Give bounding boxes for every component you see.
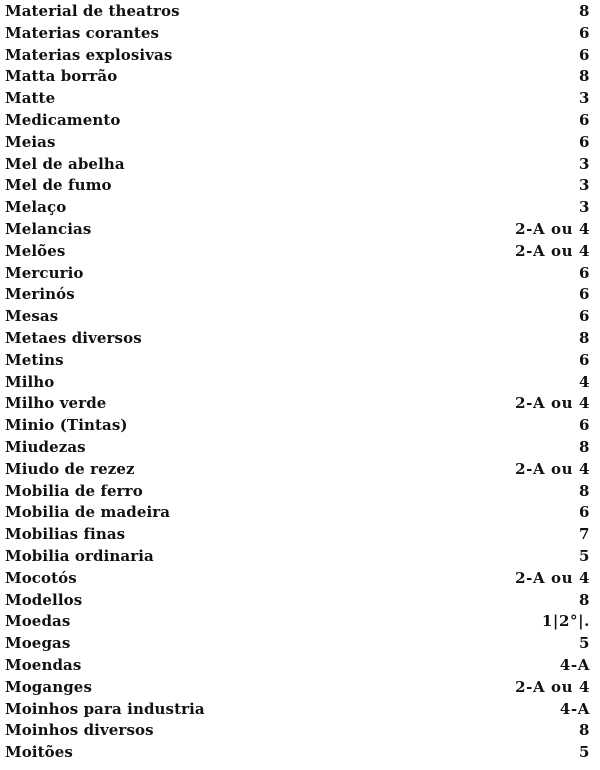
item-name: Metins: [5, 350, 64, 369]
item-name: Moedas: [5, 612, 71, 631]
list-item: [5, 350, 590, 372]
item-class: 8: [578, 590, 590, 609]
item-name: Melaço: [5, 198, 67, 217]
list-item: [5, 23, 590, 45]
list-item: [5, 219, 590, 241]
item-class: 6: [578, 263, 590, 282]
item-name: Moganges: [5, 677, 92, 696]
item-name: Mesas: [5, 307, 59, 326]
item-name: Mel de fumo: [5, 176, 112, 195]
item-class: 8: [578, 2, 590, 20]
list-item: [5, 611, 590, 633]
item-name: Mercurio: [5, 263, 84, 282]
list-item: [5, 502, 590, 524]
item-name: Milho: [5, 372, 55, 391]
item-name: Meias: [5, 132, 56, 151]
list-item: [5, 415, 590, 437]
list-item: [5, 655, 590, 677]
list-item: [5, 132, 590, 154]
item-class: 2-A ou 4: [515, 394, 590, 413]
item-class: 3: [578, 154, 590, 173]
item-name: Merinós: [5, 285, 75, 304]
item-name: Mel de abelha: [5, 154, 125, 173]
item-class: 8: [578, 437, 590, 456]
list-item: [5, 263, 590, 285]
item-class: 6: [578, 350, 590, 369]
item-class: 5: [578, 743, 590, 762]
item-name: Mobilias finas: [5, 525, 126, 544]
item-name: Materias corantes: [5, 23, 160, 42]
list-item: [5, 568, 590, 590]
list-item: [5, 328, 590, 350]
item-name: Moinhos diversos: [5, 721, 154, 740]
item-name: Milho verde: [5, 394, 107, 413]
list-item: [5, 175, 590, 197]
item-class: 6: [578, 110, 590, 129]
item-name: Mobilia de madeira: [5, 503, 171, 522]
item-class: 8: [578, 67, 590, 86]
item-name: Moinhos para industria: [5, 699, 205, 718]
item-class: 4-A: [559, 655, 590, 674]
item-name: Mobilia de ferro: [5, 481, 143, 500]
tariff-list: [5, 1, 590, 764]
list-item: [5, 481, 590, 503]
list-item: [5, 393, 590, 415]
item-class: 4-A: [559, 699, 590, 718]
item-name: Mobilia ordinaria: [5, 546, 154, 565]
list-item: [5, 459, 590, 481]
item-name: Miudezas: [5, 437, 86, 456]
item-name: Melões: [5, 241, 66, 260]
item-class: 6: [578, 503, 590, 522]
item-class: 6: [578, 132, 590, 151]
item-name: Materias explosivas: [5, 45, 173, 64]
item-name: Material de theatros: [5, 2, 180, 20]
list-item: [5, 197, 590, 219]
item-name: Modellos: [5, 590, 83, 609]
item-name: Moitões: [5, 743, 73, 762]
list-item: [5, 524, 590, 546]
item-name: Moendas: [5, 655, 82, 674]
item-class: 3: [578, 198, 590, 217]
item-name: Moegas: [5, 634, 71, 653]
item-name: Minio (Tintas): [5, 416, 128, 435]
item-class: 6: [578, 23, 590, 42]
item-name: Matta borrão: [5, 67, 118, 86]
item-class: 2-A ou 4: [515, 568, 590, 587]
list-item: [5, 633, 590, 655]
list-item: [5, 110, 590, 132]
list-item: [5, 372, 590, 394]
list-item: [5, 590, 590, 612]
item-name: Medicamento: [5, 110, 121, 129]
list-item: [5, 66, 590, 88]
list-item: [5, 306, 590, 328]
item-class: 7: [578, 525, 590, 544]
item-class: 2-A ou 4: [515, 241, 590, 260]
list-item: [5, 241, 590, 263]
item-class: 6: [578, 45, 590, 64]
list-item: [5, 437, 590, 459]
list-item: [5, 154, 590, 176]
item-class: 6: [578, 416, 590, 435]
item-class: 1|2°|.: [541, 612, 590, 631]
list-item: [5, 742, 590, 764]
item-name: Mocotós: [5, 568, 77, 587]
item-class: 8: [578, 328, 590, 347]
list-item: [5, 677, 590, 699]
list-item: [5, 699, 590, 721]
item-class: 3: [578, 176, 590, 195]
item-class: 3: [578, 89, 590, 108]
item-name: Metaes diversos: [5, 328, 142, 347]
item-name: Miudo de rezez: [5, 459, 135, 478]
list-item: [5, 284, 590, 306]
item-name: Melancias: [5, 219, 92, 238]
item-class: 2-A ou 4: [515, 219, 590, 238]
item-class: 6: [578, 285, 590, 304]
item-class: 8: [578, 481, 590, 500]
list-item: [5, 720, 590, 742]
item-name: Matte: [5, 89, 56, 108]
item-class: 2-A ou 4: [515, 677, 590, 696]
item-class: 5: [578, 634, 590, 653]
item-class: 6: [578, 307, 590, 326]
item-class: 8: [578, 721, 590, 740]
list-item: [5, 546, 590, 568]
list-item: [5, 45, 590, 67]
list-item: [5, 88, 590, 110]
item-class: 4: [578, 372, 590, 391]
item-class: 5: [578, 546, 590, 565]
list-item: [5, 1, 590, 23]
item-class: 2-A ou 4: [515, 459, 590, 478]
